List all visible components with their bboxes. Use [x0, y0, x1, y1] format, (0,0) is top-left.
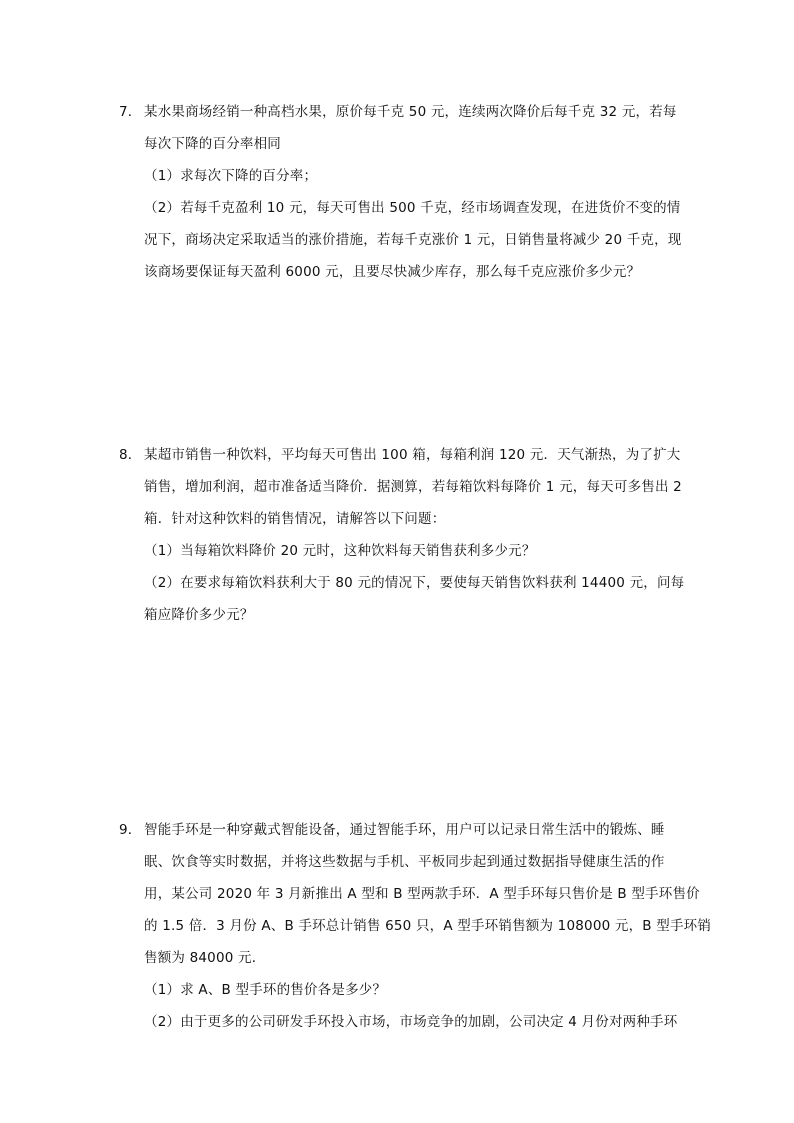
problem-text-line: 售额为 84000 元． [144, 950, 266, 966]
subquestion-2-cont: 该商场要保证每天盈利 6000 元，且要尽快减少库存，那么每千克应涨价多少元？ [144, 264, 641, 280]
problem-text-line: 智能手环是一种穿戴式智能设备，通过智能手环，用户可以记录日常生活中的锻炼、睡 [144, 822, 665, 838]
problem-text-line: 用，某公司 2020 年 3 月新推出 A 型和 B 型两款手环．A 型手环每只售价是 B 型手环售价 [144, 886, 700, 902]
problem-number: 8． [119, 447, 142, 463]
subquestion-2-cont: 箱应降价多少元？ [144, 607, 254, 623]
subquestion-2: （2）在要求每箱饮料获利大于 80 元的情况下，要使每天销售饮料获利 14400 元，问每 [144, 575, 685, 591]
problem-number: 9． [119, 822, 142, 838]
subquestion-2: （2）由于更多的公司研发手环投入市场，市场竞争的加剧，公司决定 4 月份对两种手环 [144, 1014, 678, 1030]
problem-number: 7． [119, 104, 142, 120]
problem-text-line: 箱．针对这种饮料的销售情况，请解答以下问题： [144, 511, 446, 527]
subquestion-2: （2）若每千克盈利 10 元，每天可售出 500 千克，经市场调查发现，在进货价不变的情 [144, 200, 681, 216]
subquestion-1: （1）求 A、B 型手环的售价各是多少？ [144, 982, 387, 998]
problem-text-line: 销售，增加利润，超市准备适当降价．据测算，若每箱饮料每降价 1 元，每天可多售出 2 [144, 479, 682, 495]
subquestion-2-cont: 况下，商场决定采取适当的涨价措施，若每千克涨价 1 元，日销售量将减少 20 千克，现 [144, 232, 682, 248]
problem-text-line: 每次下降的百分率相同 [144, 136, 281, 152]
subquestion-1: （1）求每次下降的百分率； [144, 168, 318, 184]
problem-text-line: 眠、饮食等实时数据，并将这些数据与手机、平板同步起到通过数据指导健康生活的作 [144, 854, 665, 870]
problem-text-line: 某水果商场经销一种高档水果，原价每千克 50 元，连续两次降价后每千克 32 元，若每 [144, 104, 677, 120]
subquestion-1: （1）当每箱饮料降价 20 元时，这种饮料每天销售获利多少元？ [144, 543, 536, 559]
problem-text-line: 某超市销售一种饮料，平均每天可售出 100 箱，每箱利润 120 元．天气渐热，为了扩大 [144, 447, 681, 463]
problem-text-line: 的 1.5 倍．3 月份 A、B 手环总计销售 650 只，A 型手环销售额为 108000 元，B 型手环销 [144, 918, 712, 934]
